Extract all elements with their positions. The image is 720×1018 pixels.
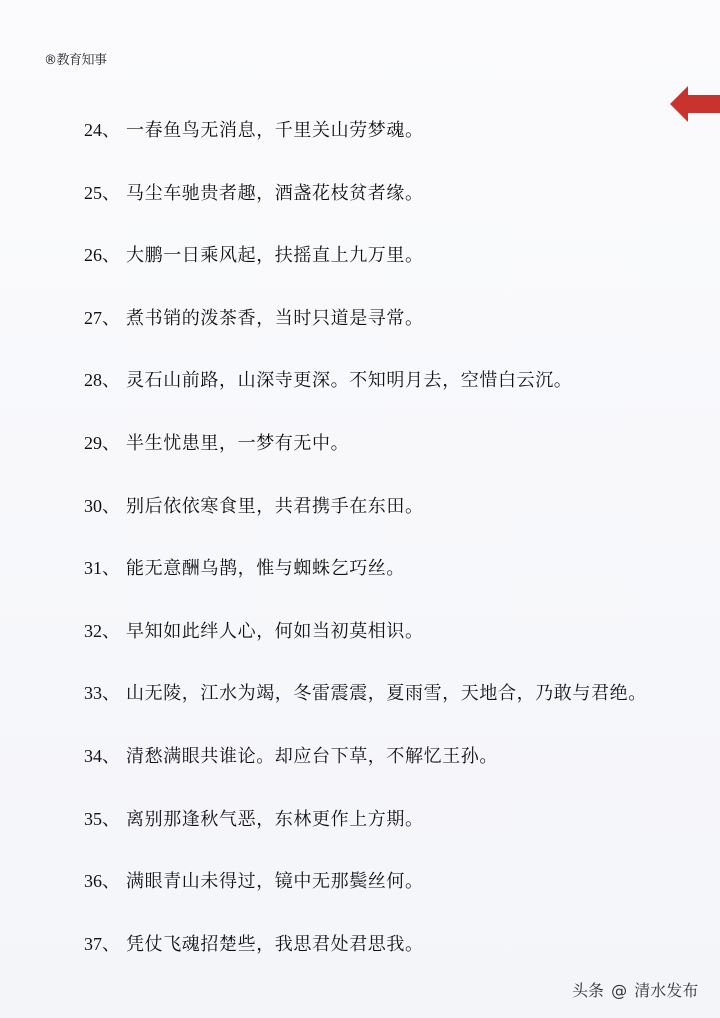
verse-text: 满眼青山未得过，镜中无那鬓丝何。 (126, 871, 424, 892)
verse-text: 山无陵，江水为竭，冬雷震震，夏雨雪，天地合，乃敢与君绝。 (126, 683, 647, 704)
verse-number: 25 (84, 183, 102, 203)
verse-item (84, 116, 424, 144)
verse-item (84, 930, 424, 958)
verse-number: 24 (84, 120, 102, 140)
verse-number-separator: 、 (102, 934, 120, 955)
verse-number: 27 (84, 308, 102, 328)
verse-item (84, 241, 424, 269)
verse-text: 煮书销的泼茶香，当时只道是寻常。 (126, 308, 424, 329)
verse-number-separator: 、 (102, 308, 120, 329)
verse-text: 早知如此绊人心，何如当初莫相识。 (126, 621, 424, 642)
verse-text: 别后依依寒食里，共君携手在东田。 (126, 496, 424, 517)
page-header-label: ®教育知事 (44, 53, 107, 68)
verse-number: 29 (84, 433, 102, 453)
verse-text: 半生忧患里，一梦有无中。 (126, 433, 350, 454)
verse-item (84, 304, 424, 332)
verse-number-separator: 、 (102, 496, 120, 517)
verse-number: 36 (84, 871, 102, 891)
verse-text: 灵石山前路，山深寺更深。不知明月去，空惜白云沉。 (126, 370, 573, 391)
verse-text: 离别那逢秋气恶，东林更作上方期。 (126, 809, 424, 830)
verse-item (84, 679, 647, 707)
verse-number: 26 (84, 245, 102, 265)
watermark (572, 980, 698, 1002)
verse-number-separator: 、 (102, 558, 120, 579)
verse-number: 37 (84, 934, 102, 954)
verse-item (84, 554, 405, 582)
verse-number: 33 (84, 683, 102, 703)
verse-number-separator: 、 (102, 746, 120, 767)
verse-text: 能无意酬乌鹊，惟与蜘蛛乞巧丝。 (126, 558, 405, 579)
verse-item (84, 366, 572, 394)
verse-item (84, 805, 424, 833)
verse-number: 34 (84, 746, 102, 766)
watermark-source: 头条 (572, 981, 605, 1000)
verse-number-separator: 、 (102, 683, 120, 704)
verse-item (84, 617, 424, 645)
verse-item (84, 429, 349, 457)
watermark-separator: @ (611, 981, 628, 1000)
verse-number-separator: 、 (102, 871, 120, 892)
verse-number: 31 (84, 558, 102, 578)
verse-text: 马尘车驰贵者趣，酒盏花枝贫者缘。 (126, 183, 424, 204)
verse-number: 30 (84, 496, 102, 516)
verse-number: 28 (84, 370, 102, 390)
verse-number-separator: 、 (102, 621, 120, 642)
verse-item (84, 179, 424, 207)
verse-number-separator: 、 (102, 370, 120, 391)
verse-number: 32 (84, 621, 102, 641)
verse-number-separator: 、 (102, 120, 120, 141)
verse-text: 大鹏一日乘风起，扶摇直上九万里。 (126, 245, 424, 266)
verse-item (84, 867, 424, 895)
verse-item (84, 742, 498, 770)
verse-number-separator: 、 (102, 245, 120, 266)
verse-text: 一春鱼鸟无消息，千里关山劳梦魂。 (126, 120, 424, 141)
verse-number: 35 (84, 809, 102, 829)
verse-text: 清愁满眼共谁论。却应台下草，不解忆王孙。 (126, 746, 498, 767)
watermark-author: 清水发布 (634, 981, 699, 1000)
verse-number-separator: 、 (102, 183, 120, 204)
verse-text: 凭仗飞魂招楚些，我思君处君思我。 (126, 934, 424, 955)
verse-number-separator: 、 (102, 809, 120, 830)
verse-number-separator: 、 (102, 433, 120, 454)
verse-item (84, 492, 424, 520)
